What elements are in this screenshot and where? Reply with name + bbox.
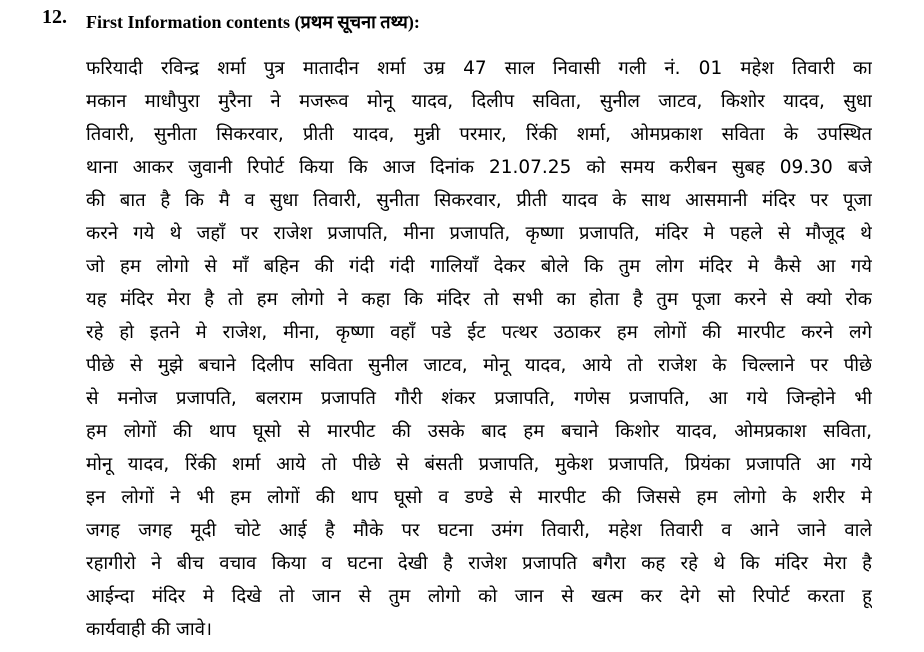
- body-line: मोनू यादव, रिंकी शर्मा आये तो पीछे से बंसती प्रजापति, मुकेश प्रजापति, प्रियंका प्रजापति आ गये: [86, 454, 872, 475]
- body-line: रहे हो इतने मे राजेश, मीना, कृष्णा वहाँ पडे ईट पत्थर उठाकर हम लोगों की मारपीट करने लगे: [86, 322, 872, 343]
- body-line: यह मंदिर मेरा है तो हम लोगो ने कहा कि मंदिर तो सभी का होता है तुम पूजा करने से क्यो रोक: [86, 289, 872, 310]
- body-line: मकान माधौपुरा मुरैना ने मजरूव मोनू यादव, दिलीप सविता, सुनील जाटव, किशोर यादव, सुधा: [86, 91, 872, 112]
- first-information-body: [86, 52, 872, 646]
- body-line-last: कार्यवाही की जावे।: [86, 619, 212, 640]
- body-line: हम लोगों की थाप घूसो से मारपीट की उसके बाद हम बचाने किशोर यादव, ओमप्रकाश सविता,: [86, 421, 872, 442]
- body-line: आईन्दा मंदिर मे दिखे तो जान से तुम लोगो को जान से खत्म कर देगे सो रिपोर्ट करता हू: [86, 586, 872, 607]
- body-line: पीछे से मुझे बचाने दिलीप सविता सुनील जाटव, मोनू यादव, आये तो राजेश के चिल्लाने पर पीछे: [86, 355, 872, 376]
- section-number: 12.: [42, 6, 67, 28]
- body-line: जगह जगह मूदी चोटे आई है मौके पर घटना उमंग तिवारी, महेश तिवारी व आने जाने वाले: [86, 520, 872, 541]
- section-heading: First Information contents (प्रथम सूचना तथ्य):: [86, 12, 420, 32]
- body-line: फरियादी रविन्द्र शर्मा पुत्र मातादीन शर्मा उम्र 47 साल निवासी गली नं. 01 महेश तिवारी का: [86, 58, 872, 79]
- body-line: जो हम लोगो से माँ बहिन की गंदी गंदी गालियाँ देकर बोले कि तुम लोग मंदिर मे कैसे आ गये: [86, 256, 872, 277]
- body-line: इन लोगों ने भी हम लोगों की थाप घूसो व डण्डे से मारपीट की जिससे हम लोगो के शरीर मे: [86, 487, 872, 508]
- body-line: से मनोज प्रजापति, बलराम प्रजापति गौरी शंकर प्रजापति, गणेस प्रजापति, आ गये जिन्होने भी: [86, 388, 872, 409]
- body-line: रहागीरो ने बीच वचाव किया व घटना देखी है राजेश प्रजापति बगैरा कह रहे थे कि मंदिर मेरा है: [86, 553, 872, 574]
- body-line: तिवारी, सुनीता सिकरवार, प्रीती यादव, मुन्नी परमार, रिंकी शर्मा, ओमप्रकाश सविता के उपस्थित: [86, 124, 872, 145]
- body-line: थाना आकर जुवानी रिपोर्ट किया कि आज दिनांक 21.07.25 को समय करीबन सुबह 09.30 बजे: [86, 157, 872, 178]
- body-line: करने गये थे जहाँ पर राजेश प्रजापति, मीना प्रजापति, कृष्णा प्रजापति, मंदिर मे पहले से मौजूद थे: [86, 223, 872, 244]
- body-line: की बात है कि मै व सुधा तिवारी, सुनीता सिकरवार, प्रीती यादव के साथ आसमानी मंदिर पर पूजा: [86, 190, 872, 211]
